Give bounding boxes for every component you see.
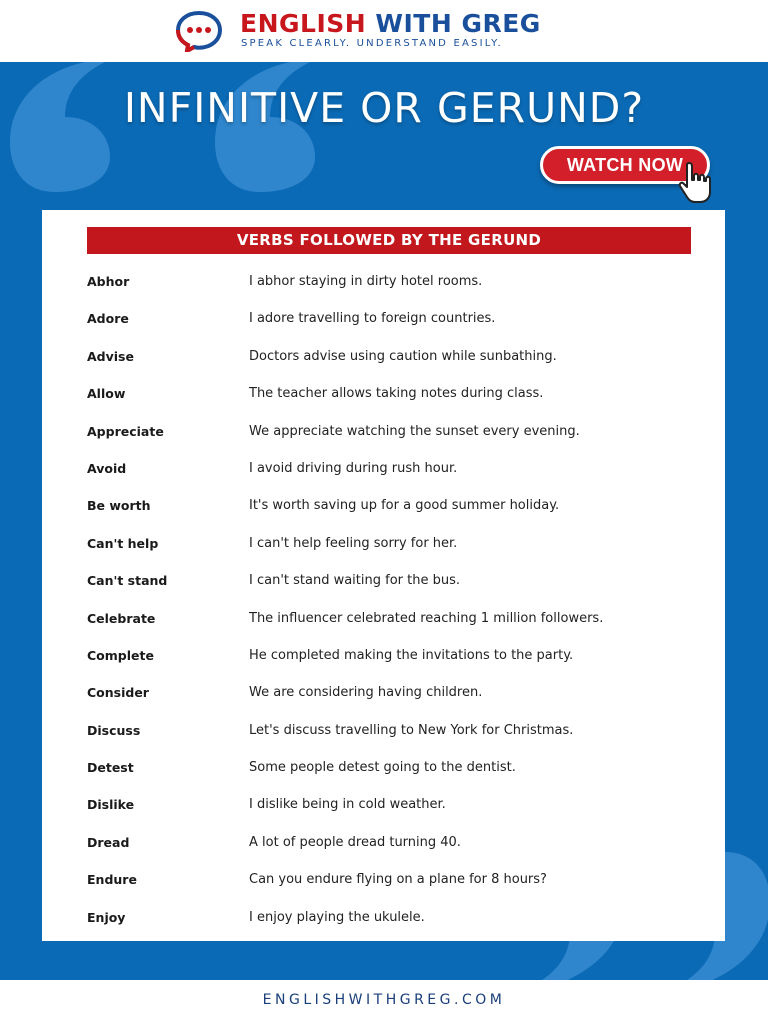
- verb-row: [42, 300, 725, 337]
- verb-row: [42, 824, 725, 861]
- verb-row: [42, 338, 725, 375]
- verb-row: [42, 525, 725, 562]
- verb-row: [42, 263, 725, 300]
- example-sentence: The teacher allows taking notes during class.: [249, 386, 544, 402]
- verb-list: [42, 263, 725, 936]
- verb-label: Celebrate: [87, 610, 156, 626]
- verb-label: Allow: [87, 386, 126, 402]
- verb-row: [42, 861, 725, 898]
- verb-label: Avoid: [87, 460, 127, 476]
- verb-row: [42, 487, 725, 524]
- brand-tagline: SPEAK CLEARLY. UNDERSTAND EASILY.: [241, 38, 503, 49]
- watch-now-button[interactable]: WATCH NOW: [540, 146, 710, 184]
- brand-name-part1: ENGLISH: [240, 9, 367, 38]
- verb-label: Be worth: [87, 498, 151, 514]
- example-sentence: I dislike being in cold weather.: [249, 797, 446, 813]
- verb-row: [42, 450, 725, 487]
- verb-label: Dislike: [87, 797, 135, 813]
- example-sentence: Doctors advise using caution while sunbathing.: [249, 348, 557, 364]
- verb-row: [42, 413, 725, 450]
- verbs-card: [42, 210, 725, 941]
- example-sentence: It's worth saving up for a good summer holiday.: [249, 498, 560, 514]
- verb-label: Adore: [87, 311, 129, 327]
- verb-row: [42, 637, 725, 674]
- example-sentence: A lot of people dread turning 40.: [249, 834, 461, 850]
- page-title: INFINITIVE OR GERUND?: [123, 84, 645, 132]
- verb-label: Discuss: [87, 722, 141, 738]
- section-heading: VERBS FOLLOWED BY THE GERUND: [87, 227, 691, 254]
- verb-label: Enjoy: [87, 909, 126, 925]
- chat-bubble-logo-icon: [174, 10, 224, 52]
- verb-label: Detest: [87, 760, 134, 776]
- example-sentence: We are considering having children.: [249, 685, 483, 701]
- verb-label: Can't stand: [87, 573, 168, 589]
- site-header: [0, 0, 768, 62]
- verb-label: Consider: [87, 685, 149, 701]
- verb-row: [42, 749, 725, 786]
- verb-row: [42, 674, 725, 711]
- verb-row: [42, 600, 725, 637]
- verb-row: [42, 899, 725, 936]
- hand-pointer-icon: [675, 160, 719, 204]
- verb-label: Can't help: [87, 535, 159, 551]
- verb-label: Appreciate: [87, 423, 164, 439]
- verb-row: [42, 562, 725, 599]
- example-sentence: Let's discuss travelling to New York for Christmas.: [249, 722, 574, 738]
- example-sentence: I abhor staying in dirty hotel rooms.: [249, 274, 483, 289]
- example-sentence: I enjoy playing the ukulele.: [249, 909, 425, 925]
- example-sentence: I can't stand waiting for the bus.: [249, 573, 460, 589]
- verb-label: Endure: [87, 872, 137, 888]
- brand-name-part2: WITH GREG: [375, 9, 541, 38]
- verb-label: Complete: [87, 647, 154, 663]
- verb-label: Advise: [87, 348, 134, 364]
- example-sentence: Some people detest going to the dentist.: [249, 760, 516, 776]
- example-sentence: The influencer celebrated reaching 1 million followers.: [249, 610, 604, 626]
- example-sentence: I adore travelling to foreign countries.: [249, 311, 496, 327]
- example-sentence: He completed making the invitations to the party.: [249, 647, 574, 663]
- example-sentence: Can you endure flying on a plane for 8 hours?: [249, 872, 547, 888]
- verb-row: [42, 712, 725, 749]
- website-link[interactable]: ENGLISHWITHGREG.COM: [262, 992, 506, 1008]
- example-sentence: I avoid driving during rush hour.: [249, 460, 458, 476]
- example-sentence: I can't help feeling sorry for her.: [249, 535, 458, 551]
- brand-name: [240, 9, 541, 39]
- site-footer: [0, 980, 768, 1024]
- verb-row: [42, 786, 725, 823]
- verb-row: [42, 375, 725, 412]
- example-sentence: We appreciate watching the sunset every evening.: [249, 423, 580, 439]
- verb-label: Abhor: [87, 274, 130, 289]
- verb-label: Dread: [87, 834, 130, 850]
